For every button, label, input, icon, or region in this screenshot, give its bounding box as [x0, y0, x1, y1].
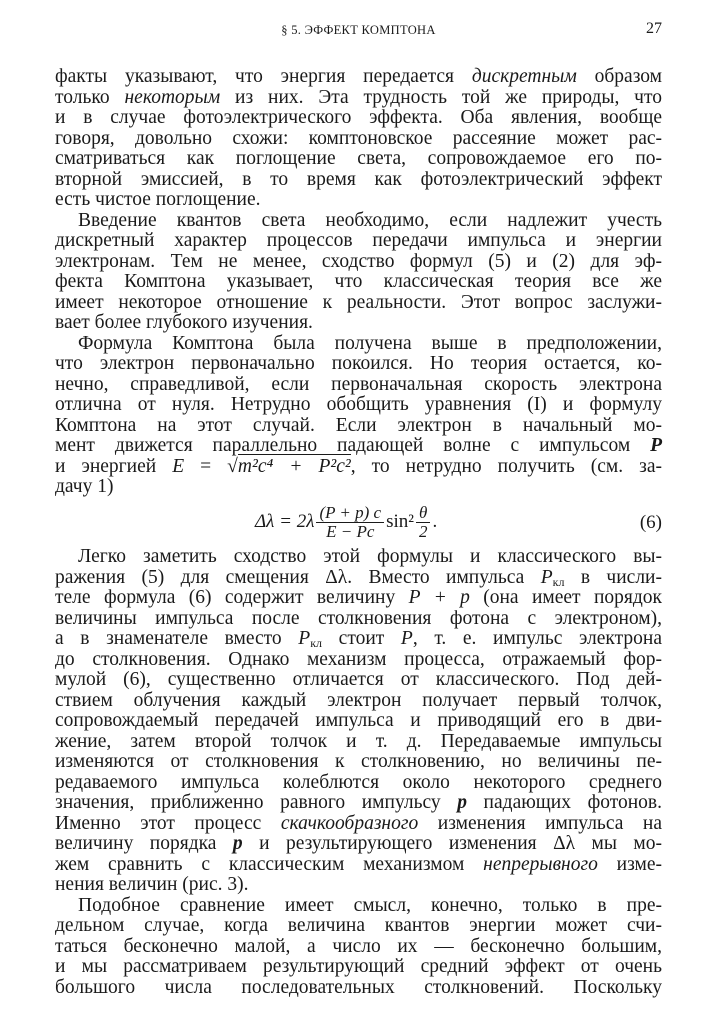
text-line [55, 568, 662, 589]
paragraph [55, 67, 662, 211]
text-run: а в знаменателе вместо [55, 628, 299, 649]
text-run: и мы рассматриваем результирующий средний эффект от очень [55, 956, 662, 977]
text-line [55, 793, 662, 814]
text-run: в числи- [564, 566, 662, 588]
text-line [55, 477, 662, 498]
text-line [55, 957, 662, 978]
running-title: § 5. ЭФФЕКТ КОМПТОНА [281, 23, 436, 37]
text-line [55, 711, 662, 732]
text-run: величину порядка [55, 833, 233, 854]
text-run: Легко заметить сходство этой формулы и классического вы- [78, 546, 662, 567]
text-line [55, 896, 662, 917]
math-symbol: P [650, 435, 662, 456]
text-run: и результирующего изменения Δλ мы мо- [242, 833, 662, 854]
text-run: теле формула (6) содержит величину [55, 587, 409, 608]
text-line [55, 149, 662, 170]
text-run: сматриваться как поглощение света, сопровождаемое его по- [55, 148, 662, 169]
text-run: редаваемого импульса колеблются около некоторого среднего [55, 771, 662, 793]
text-line [55, 609, 662, 630]
fraction-denominator: E − Pc [326, 521, 375, 541]
text-line [55, 334, 662, 355]
text-line [55, 978, 662, 999]
text-run: факты указывают, что энергия передается [55, 66, 472, 87]
text-line [55, 650, 662, 671]
text-run: ствием облучения каждый электрон получает первый толчок, [55, 689, 662, 711]
text-line [55, 773, 662, 794]
text-run: , т. е. импульс электрона [412, 628, 662, 649]
equation-number: (6) [639, 511, 662, 533]
angle-denominator: 2 [418, 521, 428, 541]
text-run: большого числа последовательных столкновений. Поскольку [55, 976, 662, 998]
body-text [55, 67, 662, 998]
text-run: Подобное сравнение имеет смысл, конечно, только в пре- [78, 894, 662, 916]
text-line [55, 457, 662, 478]
math-symbol: непрерывного [483, 853, 598, 875]
text-run: ражения (5) для смещения Δλ. Вместо импульса [55, 566, 541, 588]
text-run: Формула Комптона была получена выше в предположении, [78, 332, 662, 354]
fraction [316, 504, 384, 541]
paragraph [55, 896, 662, 999]
math-symbol: P + p [408, 587, 470, 608]
math-symbol: скачкообразного [280, 812, 419, 834]
text-line [55, 67, 662, 88]
text-run: Именно этот процесс [55, 812, 281, 834]
text-line [55, 588, 662, 609]
text-run: (она имеет порядок [469, 587, 662, 608]
text-line [55, 916, 662, 937]
text-run: = √ [184, 455, 238, 477]
page-number: 27 [646, 20, 662, 37]
text-run: фекта Комптона указывает, что классическая теория все же [55, 271, 662, 292]
math-symbol: P [540, 566, 553, 588]
math-symbol: P [298, 628, 311, 649]
text-run: таться бесконечно малой, а число их — бесконечно большим, [55, 935, 662, 957]
equation-body [255, 504, 437, 541]
text-line [55, 875, 662, 896]
equation-lhs: Δλ = 2λ [255, 511, 315, 532]
text-run: имеет некоторое отношение к реальности. Этот вопрос заслужи- [55, 291, 662, 313]
text-line [55, 375, 662, 396]
text-run: жение, затем второй толчок и т. д. Передаваемые импульсы [55, 730, 662, 752]
text-run: сопровождаемый передачей импульса и приводящий его в дви- [55, 710, 662, 731]
text-line [55, 547, 662, 568]
text-run: только [55, 86, 125, 108]
text-line [55, 395, 662, 416]
text-line [55, 354, 662, 375]
fraction-numerator: (P + p) c [316, 504, 384, 523]
math-symbol: кл [310, 636, 323, 650]
text-run: жем сравнить с классическим механизмом [55, 853, 484, 875]
text-line [55, 629, 662, 650]
text-run: до столкновения. Однако механизм процесса, отражаемый фор- [55, 648, 662, 670]
text-run: мент движется параллельно падающей волне с импульсом [55, 435, 651, 456]
text-line [55, 231, 662, 252]
text-line [55, 416, 662, 437]
text-run: дискретный характер процессов передачи импульса и энергии [55, 230, 662, 251]
math-symbol: кл [552, 574, 565, 589]
text-run: и энергией [55, 455, 173, 477]
paragraph [55, 547, 662, 896]
text-line [55, 170, 662, 191]
text-line [55, 211, 662, 232]
text-line [55, 732, 662, 753]
text-line [55, 752, 662, 773]
text-run: нения величин (рис. 3). [55, 874, 249, 895]
sine-squared: sin² [386, 511, 414, 532]
page-header [55, 20, 662, 40]
text-run: , то нетрудно получить (см. за- [350, 455, 662, 477]
paragraph [55, 334, 662, 498]
text-run: стоит [322, 628, 401, 649]
angle-numerator: θ [416, 504, 430, 523]
text-run: говоря, довольно схожи: комптоновское рассеяние может рас- [55, 127, 662, 149]
text-line [55, 691, 662, 712]
text-run: изме- [597, 853, 662, 875]
text-run: что электрон первоначально покоился. Но теория остается, ко- [55, 353, 662, 374]
math-symbol: E [172, 455, 185, 477]
text-line [55, 272, 662, 293]
text-line [55, 252, 662, 273]
text-line [55, 313, 662, 334]
text-run: дачу 1) [55, 476, 114, 497]
text-run: дельном случае, когда величина квантов энергии может счи- [55, 915, 662, 936]
text-run: образом [576, 66, 662, 87]
text-line [55, 129, 662, 150]
math-symbol: p [457, 792, 467, 813]
text-line [55, 436, 662, 457]
equation-6 [55, 498, 662, 548]
text-run: нечно, справедливой, если первоначальная скорость электрона [55, 373, 662, 395]
text-run: значения, приближенно равного импульсу [55, 792, 458, 813]
text-line [55, 834, 662, 855]
text-run: изменения импульса на [418, 812, 663, 834]
text-run: электронам. Тем не менее, сходство формул (5) и (2) для эф- [55, 250, 662, 272]
text-run: изменяются от столкновения к столкновению, но величины пе- [55, 751, 662, 772]
text-run: отлична от нуля. Нетрудно обобщить уравнения (I) и формулу [55, 394, 662, 415]
text-line [55, 190, 662, 211]
paragraph [55, 211, 662, 334]
text-run: вторной эмиссией, в то время как фотоэлектрический эффект [55, 168, 662, 190]
text-line [55, 108, 662, 129]
math-symbol: дискретным [471, 66, 577, 87]
text-line [55, 937, 662, 958]
text-run: вает более глубокого изучения. [55, 312, 313, 333]
half-angle-fraction [416, 504, 431, 541]
radical-expression: m²c⁴ + P²c² [237, 455, 351, 477]
math-symbol: некоторым [124, 86, 221, 108]
text-run: и в случае фотоэлектрического эффекта. Оба явления, вообще [55, 107, 662, 128]
text-line [55, 293, 662, 314]
text-run: падающих фотонов. [466, 792, 662, 813]
text-line [55, 814, 662, 835]
text-line [55, 855, 662, 876]
math-symbol: P [400, 628, 413, 649]
math-symbol: p [232, 833, 243, 854]
text-line [55, 88, 662, 109]
text-run: есть чистое поглощение. [55, 189, 261, 210]
text-run: Введение квантов света необходимо, если надлежит учесть [78, 209, 662, 231]
text-run: из них. Эта трудность той же природы, что [220, 86, 662, 108]
text-run: величины импульса после столкновения фотона с электроном), [55, 607, 662, 629]
text-run: мулой (6), существенно отличается от классического. Под дей- [55, 669, 662, 690]
text-line [55, 670, 662, 691]
text-run: Комптона на этот случай. Если электрон в начальный мо- [55, 414, 662, 436]
equation-period: . [432, 511, 438, 532]
